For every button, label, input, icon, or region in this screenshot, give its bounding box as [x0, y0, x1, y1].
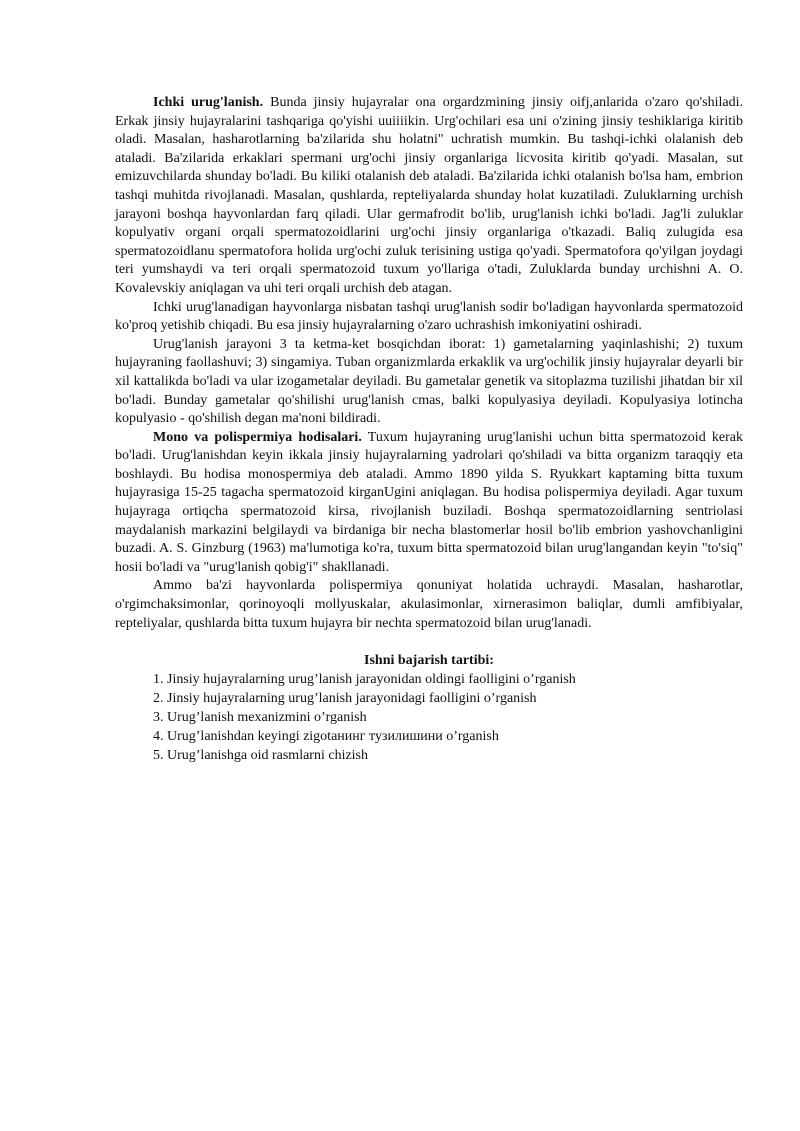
- paragraph-text: Urug'lanish jarayoni 3 ta ketma-ket bosqichdan iborat: 1) gametalarning yaqinlashishi; 2) tuxum hujayraning faollashuvi; 3) singamiya. Tuban organizmlarda erkaklik va urg'ochilik jinsiy hujayralar deyarli bir xil kattalikda bo'ladi va ular izogametalar deyiladi. Bu gametalar genetik va sitoplazma tuzilishi jihatdan bir xil bo'ladi. Bunday gametalar qo'shilishi urug'lanish cmas, balki kopulyasiya deyiladi. Kopulyasiya lotincha kopulyasio - qo'shilish degan ma'noni bildiradi.: [115, 336, 743, 427]
- list-item: 3. Urug’lanish mexanizmini o’rganish: [153, 710, 367, 726]
- list-item: 1. Jinsiy hujayralarning urug’lanish jarayonidan oldingi faolligini o’rganish: [153, 672, 576, 688]
- section-title: Ishni bajarish tartibi:: [364, 653, 494, 669]
- paragraph-text: Ammo ba'zi hayvonlarda polispermiya qonuniyat holatida uchraydi. Masalan, hasharotlar, o'rgimchaksimonlar, qorinoyoqli mollyuskalar, akulasimonlar, xirnerasimon baliqlar, dumli amfibiyalar, repteliyalar, qushlarda bitta tuxum hujayra bir nechta spermatozoid bilan urug'lanadi.: [115, 578, 743, 631]
- document-page: [115, 94, 743, 765]
- paragraph-polyspermy-examples: [115, 577, 743, 633]
- paragraph-internal-fertilization: [115, 94, 743, 299]
- paragraph-text: Tuxum hujayraning urug'lanishi uchun bitta spermatozoid kerak bo'ladi. Urug'lanishdan keyin ikkala jinsiy hujayralarning yadrolari qo'shiladi va bitta organizm taraqqiy eta boshlaydi. Bu hodisa monospermiya deb ataladi. Ammo 1890 yilda S. Ryukkart kaptaming bitta tuxum hujayrasiga 15-25 tagacha spermatozoid kirganUgini aniqlagan. Bu hodisa polispermiya deyiladi. Agar tuxum hujayraga ortiqcha spermatozoid kirsa, rivojlanish buziladi. Boshqa spermatozoidlarning sentriolasi maydalanish markazini belgilaydi va birdaniga bir necha blastomerlar hosil bo'lib embrion yashovchanligini buzadi. A. S. Ginzburg (1963) ma'lumotiga ko'ra, tuxum bitta spermatozoid bilan urug'langandan keyin "to'siq" hosii bo'ladi va "urug'lanish qobig'i" shakllanadi.: [115, 429, 743, 575]
- paragraph-mono-polyspermy: [115, 429, 743, 578]
- list-item: 2. Jinsiy hujayralarning urug’lanish jarayonidagi faolligini o’rganish: [153, 691, 537, 707]
- paragraph-text: Bunda jinsiy hujayralar ona orgardzmining jinsiy oifj,anlarida o'zaro qo'shiladi. Erkak jinsiy hujayralarini tashqariga qo'yishi uuiiiikin. Urg'ochilari esa uni o'zining jinsiy teshiklariga kiritib oladi. Masalan, hasharotlarning ba'zilarida shu holatni" uchratish mumkin. Bu tashqi-ichki olalanish deb ataladi. Ba'zilarida erkaklari spermani urg'ochi jinsiy organlariga licvosita kiritib qo'yadi. Masalan, sut emizuvchilarda shunday bo'ladi. Bu kiliki otalanish deb ataladi. Ba'zilarida ichki otalanish bo'lsa ham, embrion tashqi muhitda rivojlanadi. Masalan, qushlarda, repteliyalarda shunday holat kuzatiladi. Zuluklarning urchish jarayoni boshqa hayvonlardan farq qiladi. Ular germafrodit bo'lib, urug'lanish ichki bo'ladi. Jag'li zuluklar kopulyativ organi orqali spermatozoidlarini urg'ochi jinsiy organlariga o'tkazadi. Baliq zulugida esa spermatozoidlanu spermatofora holida urg'ochi zuluk terisining ustiga qo'yadi. Spermatofora qo'yilgan joydagi teri yumshaydi va teri orqali spermatozoid tuxum yo'llariga o'tadi, Zuluklarda bunday urchishni A. O. Kovalevskiy aniqlagan va uhi teri orqali urchish deb atagan.: [115, 95, 743, 296]
- paragraph-external-fertilization: [115, 299, 743, 336]
- steps-list: [115, 670, 743, 765]
- paragraph-text: Ichki urug'lanadigan hayvonlarga nisbatan tashqi urug'lanish sodir bo'ladigan hayvonlarda spermatozoid ko'proq yetishib chiqadi. Bu esa jinsiy hujayralarning o'zaro uchrashish imkoniyatini oshiradi.: [115, 299, 743, 334]
- paragraph-fertilization-stages: [115, 336, 743, 429]
- list-item: 5. Urug’lanishga oid rasmlarni chizish: [153, 748, 369, 764]
- list-item: 4. Urug’lanishdan keyingi zigotaнинг тузилишини o’rganish: [153, 729, 499, 745]
- paragraph-heading: Mono va polispermiya hodisalari.: [153, 429, 362, 445]
- paragraph-heading: Ichki urug'lanish.: [153, 95, 264, 110]
